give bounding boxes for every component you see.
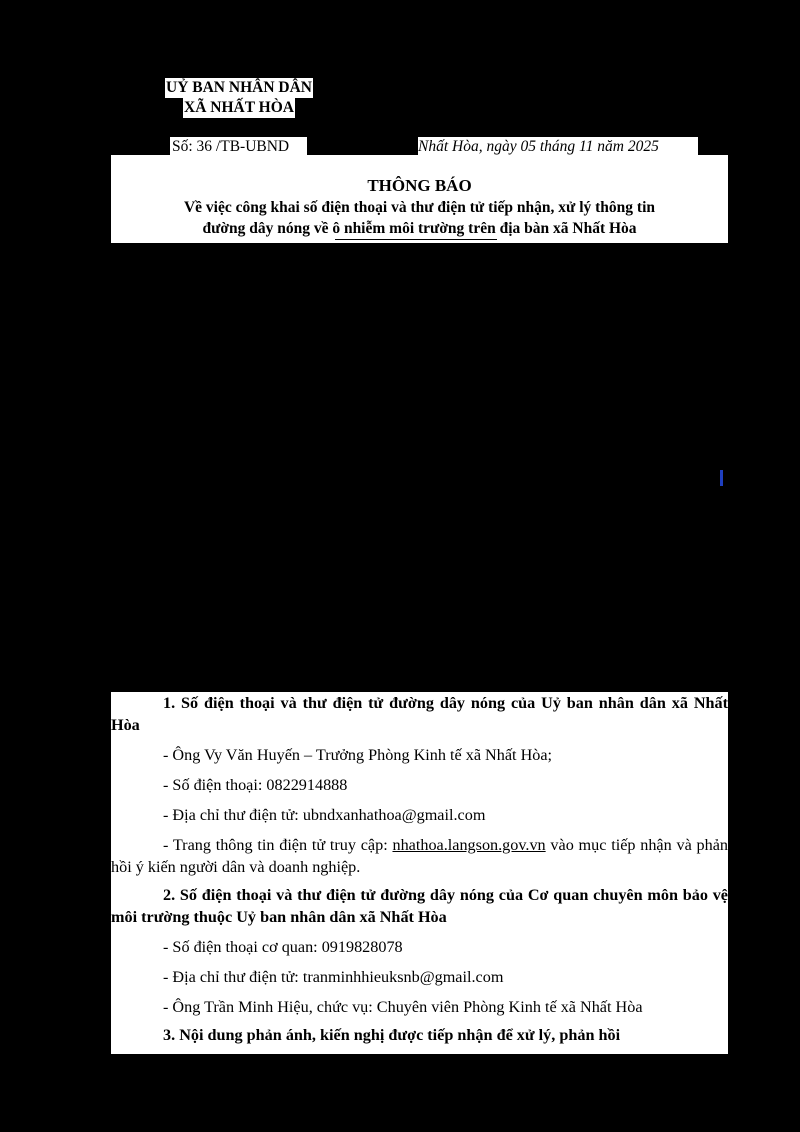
title-underline-divider (335, 239, 497, 240)
notice-title-block (111, 155, 728, 243)
document-number: Số: 36 /TB-UBND (170, 137, 307, 156)
section1-contact-person: - Ông Vy Văn Huyến – Trưởng Phòng Kinh tế xã Nhất Hòa; (163, 746, 553, 764)
agency-name-line1: UỶ BAN NHÂN DÂN (166, 79, 312, 96)
notice-body (111, 692, 728, 1054)
notice-heading: THÔNG BÁO (367, 176, 472, 195)
website-link[interactable]: nhathoa.langson.gov.vn (392, 836, 546, 854)
website-suffix: vào mục tiếp nhận và phản hồi ý kiến người dân và doanh nghiệp. (111, 836, 728, 876)
section2-contact-person: - Ông Trần Minh Hiệu, chức vụ: Chuyên viên Phòng Kinh tế xã Nhất Hòa (163, 998, 643, 1016)
section2-heading: 2. Số điện thoại và thư điện tử đường dây nóng của Cơ quan chuyên môn bảo vệ môi trường thuộc Uỷ ban nhân dân xã Nhất Hòa (111, 886, 728, 926)
section1-heading: 1. Số điện thoại và thư điện tử đường dây nóng của Uỷ ban nhân dân xã Nhất Hòa (111, 694, 728, 734)
notice-subject-line1: Về việc công khai số điện thoại và thư điện tử tiếp nhận, xử lý thông tin (183, 199, 655, 216)
place-and-date: Nhất Hòa, ngày 05 tháng 11 năm 2025 (418, 137, 698, 156)
website-prefix: - Trang thông tin điện tử truy cập: (163, 836, 393, 854)
notice-subject-line2: đường dây nóng về ô nhiễm môi trường trên địa bàn xã Nhất Hòa (202, 220, 637, 237)
agency-name-line2: XÃ NHẤT HÒA (183, 98, 295, 119)
section2-phone: - Số điện thoại cơ quan: 0919828078 (163, 938, 403, 956)
section1-email: - Địa chỉ thư điện tử: ubndxanhathoa@gmail.com (163, 806, 486, 824)
issuing-agency (155, 78, 323, 119)
section2-email: - Địa chỉ thư điện tử: tranminhhieuksnb@gmail.com (163, 968, 504, 986)
section3-heading: 3. Nội dung phản ánh, kiến nghị được tiếp nhận để xử lý, phản hồi (163, 1026, 621, 1044)
section1-phone: - Số điện thoại: 0822914888 (163, 776, 348, 794)
section1-website (111, 834, 728, 878)
text-cursor-mark (720, 470, 723, 486)
